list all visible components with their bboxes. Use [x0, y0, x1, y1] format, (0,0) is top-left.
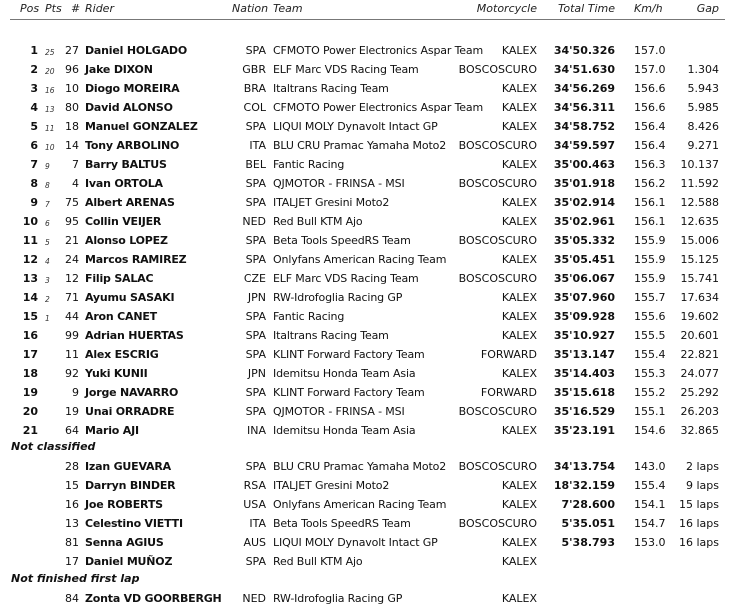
nation: SPA [245, 177, 266, 190]
nation: SPA [245, 348, 266, 361]
nation: SPA [245, 253, 266, 266]
total-time: 35'14.403 [553, 367, 615, 380]
col-header-nation: Nation [232, 2, 269, 15]
rider-number: 21 [65, 234, 79, 247]
rider-number: 4 [72, 177, 79, 190]
table-row [0, 307, 733, 326]
rider-number: 27 [65, 44, 79, 57]
total-time: 35'06.067 [553, 272, 615, 285]
points: 16 [45, 86, 55, 95]
table-row [0, 402, 733, 421]
points: 3 [45, 276, 50, 285]
points: 8 [45, 181, 50, 190]
gap: 9.271 [687, 139, 719, 152]
nation: INA [247, 424, 266, 437]
team-name: RW-Idrofoglia Racing GP [273, 291, 403, 304]
table-row [0, 60, 733, 79]
speed-kmh: 154.7 [634, 517, 666, 530]
rider-number: 96 [65, 63, 79, 76]
speed-kmh: 156.4 [634, 139, 666, 152]
speed-kmh: 154.6 [634, 424, 666, 437]
table-row [0, 231, 733, 250]
rider-name: Diogo MOREIRA [85, 82, 180, 95]
col-header-total-time: Total Time [558, 2, 615, 15]
speed-kmh: 157.0 [634, 63, 666, 76]
rider-number: 17 [65, 555, 79, 568]
position: 13 [22, 272, 38, 285]
rider-name: Manuel GONZALEZ [85, 120, 198, 133]
position: 19 [22, 386, 38, 399]
table-row [0, 457, 733, 476]
rider-name: Jorge NAVARRO [85, 386, 179, 399]
position: 7 [30, 158, 38, 171]
gap: 16 laps [678, 536, 719, 549]
rider-name: Marcos RAMIREZ [85, 253, 187, 266]
motorcycle: KALEX [501, 479, 537, 492]
team-name: CFMOTO Power Electronics Aspar Team [273, 101, 484, 114]
position: 20 [22, 405, 38, 418]
total-time: 34'51.630 [553, 63, 615, 76]
gap: 15.125 [680, 253, 719, 266]
table-row [0, 174, 733, 193]
section-not-classified: Not classified [11, 440, 96, 453]
points: 20 [45, 67, 55, 76]
rider-number: 18 [65, 120, 79, 133]
rider-number: 7 [72, 158, 79, 171]
rider-number: 80 [65, 101, 79, 114]
team-name: Fantic Racing [273, 158, 345, 171]
total-time: 7'28.600 [561, 498, 615, 511]
rider-name: Daniel MUÑOZ [85, 555, 173, 568]
rider-name: Adrian HUERTAS [85, 329, 184, 342]
rider-name: Celestino VIETTI [85, 517, 183, 530]
col-header-motorcycle: Motorcycle [476, 2, 537, 15]
table-row [0, 552, 733, 571]
rider-number: 15 [65, 479, 79, 492]
rider-number: 19 [65, 405, 79, 418]
rider-number: 92 [65, 367, 79, 380]
team-name: LIQUI MOLY Dynavolt Intact GP [273, 536, 438, 549]
speed-kmh: 155.9 [634, 234, 666, 247]
position: 10 [22, 215, 38, 228]
speed-kmh: 143.0 [634, 460, 666, 473]
motorcycle: KALEX [501, 592, 537, 605]
rider-number: 81 [65, 536, 79, 549]
rider-name: Joe ROBERTS [85, 498, 163, 511]
motorcycle: KALEX [501, 44, 537, 57]
rider-number: 99 [65, 329, 79, 342]
speed-kmh: 157.0 [634, 44, 666, 57]
team-name: BLU CRU Pramac Yamaha Moto2 [273, 460, 447, 473]
header-divider [10, 19, 725, 20]
gap: 9 laps [685, 479, 719, 492]
team-name: Idemitsu Honda Team Asia [273, 367, 416, 380]
gap: 20.601 [680, 329, 719, 342]
nation: SPA [245, 44, 266, 57]
nation: CZE [243, 272, 266, 285]
gap: 12.588 [680, 196, 719, 209]
motorcycle: BOSCOSCURO [458, 460, 537, 473]
rider-name: Albert ARENAS [85, 196, 175, 209]
table-row [0, 514, 733, 533]
table-row [0, 288, 733, 307]
rider-name: Alex ESCRIG [85, 348, 159, 361]
section-not-finished-first-lap: Not finished first lap [11, 572, 140, 585]
rider-name: Yuki KUNII [85, 367, 148, 380]
rider-number: 44 [65, 310, 79, 323]
points: 2 [45, 295, 50, 304]
nation: SPA [245, 310, 266, 323]
nation: NED [242, 592, 266, 605]
table-row [0, 136, 733, 155]
nation: SPA [245, 405, 266, 418]
nation: SPA [245, 460, 266, 473]
nation: AUS [243, 536, 266, 549]
rider-name: David ALONSO [85, 101, 173, 114]
gap: 11.592 [680, 177, 719, 190]
motorcycle: KALEX [501, 215, 537, 228]
rider-name: Zonta VD GOORBERGH [85, 592, 222, 605]
col-header-kmh: Km/h [634, 2, 663, 15]
col-header-gap: Gap [696, 2, 719, 15]
nation: COL [243, 101, 266, 114]
motorcycle: KALEX [501, 101, 537, 114]
motorcycle: BOSCOSCURO [458, 405, 537, 418]
rider-name: Ivan ORTOLA [85, 177, 163, 190]
col-header-pos: Pos [20, 2, 40, 15]
rider-number: 14 [65, 139, 79, 152]
team-name: Onlyfans American Racing Team [273, 253, 447, 266]
gap: 10.137 [680, 158, 719, 171]
speed-kmh: 155.9 [634, 272, 666, 285]
motorcycle: KALEX [501, 253, 537, 266]
table-row [0, 364, 733, 383]
rider-name: Tony ARBOLINO [85, 139, 180, 152]
nation: BRA [243, 82, 266, 95]
speed-kmh: 154.1 [634, 498, 666, 511]
position: 11 [22, 234, 38, 247]
table-row [0, 476, 733, 495]
motorcycle: FORWARD [480, 348, 537, 361]
team-name: QJMOTOR - FRINSA - MSI [273, 405, 405, 418]
table-header [0, 2, 733, 18]
rider-name: Ayumu SASAKI [85, 291, 175, 304]
nation: BEL [245, 158, 266, 171]
table-row [0, 250, 733, 269]
gap: 32.865 [680, 424, 719, 437]
table-row [0, 421, 733, 440]
position: 4 [30, 101, 38, 114]
gap: 5.943 [687, 82, 719, 95]
team-name: ELF Marc VDS Racing Team [273, 63, 419, 76]
gap: 12.635 [680, 215, 719, 228]
table-row [0, 79, 733, 98]
col-header-pts: Pts [45, 2, 62, 15]
col-header-team: Team [273, 2, 303, 15]
points: 13 [45, 105, 55, 114]
table-row [0, 117, 733, 136]
gap: 26.203 [680, 405, 719, 418]
position: 9 [30, 196, 38, 209]
gap: 24.077 [680, 367, 719, 380]
speed-kmh: 153.0 [634, 536, 666, 549]
total-time: 34'58.752 [553, 120, 615, 133]
total-time: 18'32.159 [553, 479, 615, 492]
points: 11 [45, 124, 55, 133]
motorcycle: KALEX [501, 120, 537, 133]
total-time: 5'38.793 [561, 536, 615, 549]
points: 1 [45, 314, 50, 323]
gap: 5.985 [687, 101, 719, 114]
gap: 1.304 [687, 63, 719, 76]
team-name: KLINT Forward Factory Team [273, 386, 425, 399]
rider-number: 71 [65, 291, 79, 304]
total-time: 34'59.597 [553, 139, 615, 152]
table-row [0, 383, 733, 402]
table-row [0, 326, 733, 345]
table-row [0, 533, 733, 552]
total-time: 34'50.326 [553, 44, 615, 57]
position: 6 [30, 139, 38, 152]
team-name: Italtrans Racing Team [273, 82, 389, 95]
motorcycle: BOSCOSCURO [458, 517, 537, 530]
total-time: 5'35.051 [561, 517, 615, 530]
team-name: BLU CRU Pramac Yamaha Moto2 [273, 139, 447, 152]
total-time: 35'02.961 [553, 215, 615, 228]
gap: 17.634 [680, 291, 719, 304]
motorcycle: FORWARD [480, 386, 537, 399]
position: 17 [22, 348, 38, 361]
gap: 25.292 [680, 386, 719, 399]
points: 25 [45, 48, 55, 57]
team-name: ELF Marc VDS Racing Team [273, 272, 419, 285]
team-name: ITALJET Gresini Moto2 [273, 479, 390, 492]
rider-number: 84 [65, 592, 79, 605]
team-name: Idemitsu Honda Team Asia [273, 424, 416, 437]
speed-kmh: 155.2 [634, 386, 666, 399]
team-name: LIQUI MOLY Dynavolt Intact GP [273, 120, 438, 133]
rider-name: Senna AGIUS [85, 536, 164, 549]
total-time: 35'13.147 [553, 348, 615, 361]
position: 16 [22, 329, 38, 342]
team-name: Italtrans Racing Team [273, 329, 389, 342]
nation: RSA [243, 479, 266, 492]
rider-number: 16 [65, 498, 79, 511]
points: 4 [45, 257, 50, 266]
speed-kmh: 155.7 [634, 291, 666, 304]
table-row [0, 269, 733, 288]
position: 12 [22, 253, 38, 266]
team-name: Onlyfans American Racing Team [273, 498, 447, 511]
rider-name: Filip SALAC [85, 272, 154, 285]
total-time: 35'02.914 [553, 196, 615, 209]
gap: 15 laps [678, 498, 719, 511]
table-row [0, 589, 733, 608]
team-name: Red Bull KTM Ajo [273, 555, 363, 568]
rider-name: Barry BALTUS [85, 158, 167, 171]
position: 1 [30, 44, 38, 57]
motorcycle: BOSCOSCURO [458, 63, 537, 76]
motorcycle: KALEX [501, 310, 537, 323]
team-name: Fantic Racing [273, 310, 345, 323]
rider-number: 9 [72, 386, 79, 399]
nation: GBR [242, 63, 266, 76]
nation: SPA [245, 329, 266, 342]
speed-kmh: 156.2 [634, 177, 666, 190]
team-name: Beta Tools SpeedRS Team [273, 234, 411, 247]
rider-number: 10 [65, 82, 79, 95]
team-name: QJMOTOR - FRINSA - MSI [273, 177, 405, 190]
rider-name: Izan GUEVARA [85, 460, 171, 473]
nation: USA [243, 498, 266, 511]
team-name: CFMOTO Power Electronics Aspar Team [273, 44, 484, 57]
motorcycle: KALEX [501, 536, 537, 549]
rider-number: 28 [65, 460, 79, 473]
rider-number: 64 [65, 424, 79, 437]
motorcycle: KALEX [501, 367, 537, 380]
rider-name: Darryn BINDER [85, 479, 176, 492]
speed-kmh: 155.6 [634, 310, 666, 323]
speed-kmh: 156.6 [634, 82, 666, 95]
table-row [0, 212, 733, 231]
total-time: 35'09.928 [553, 310, 615, 323]
team-name: ITALJET Gresini Moto2 [273, 196, 390, 209]
table-row [0, 495, 733, 514]
position: 8 [30, 177, 38, 190]
speed-kmh: 155.9 [634, 253, 666, 266]
speed-kmh: 156.6 [634, 101, 666, 114]
nation: SPA [245, 555, 266, 568]
rider-name: Alonso LOPEZ [85, 234, 168, 247]
total-time: 35'16.529 [553, 405, 615, 418]
nation: SPA [245, 120, 266, 133]
points: 9 [45, 162, 50, 171]
total-time: 35'05.451 [553, 253, 615, 266]
motorcycle: KALEX [501, 424, 537, 437]
table-row [0, 345, 733, 364]
total-time: 35'23.191 [553, 424, 615, 437]
motorcycle: BOSCOSCURO [458, 234, 537, 247]
col-header-rider: Rider [85, 2, 114, 15]
rider-number: 75 [65, 196, 79, 209]
gap: 19.602 [680, 310, 719, 323]
rider-name: Daniel HOLGADO [85, 44, 188, 57]
nation: JPN [247, 291, 266, 304]
total-time: 35'07.960 [553, 291, 615, 304]
points: 10 [45, 143, 55, 152]
position: 18 [22, 367, 38, 380]
table-row [0, 41, 733, 60]
gap: 8.426 [687, 120, 719, 133]
motorcycle: BOSCOSCURO [458, 139, 537, 152]
speed-kmh: 155.1 [634, 405, 666, 418]
rider-number: 24 [65, 253, 79, 266]
rider-name: Mario AJI [85, 424, 139, 437]
total-time: 34'13.754 [553, 460, 615, 473]
total-time: 35'00.463 [553, 158, 615, 171]
total-time: 34'56.311 [553, 101, 615, 114]
rider-name: Collin VEIJER [85, 215, 162, 228]
table-row [0, 193, 733, 212]
motorcycle: KALEX [501, 291, 537, 304]
gap: 16 laps [678, 517, 719, 530]
points: 7 [45, 200, 50, 209]
rider-number: 13 [65, 517, 79, 530]
total-time: 34'56.269 [553, 82, 615, 95]
motorcycle: BOSCOSCURO [458, 272, 537, 285]
rider-number: 12 [65, 272, 79, 285]
speed-kmh: 155.5 [634, 329, 666, 342]
speed-kmh: 156.4 [634, 120, 666, 133]
rider-number: 95 [65, 215, 79, 228]
team-name: Beta Tools SpeedRS Team [273, 517, 411, 530]
nation: SPA [245, 196, 266, 209]
position: 2 [30, 63, 38, 76]
points: 5 [45, 238, 50, 247]
table-row [0, 155, 733, 174]
position: 14 [22, 291, 38, 304]
gap: 22.821 [680, 348, 719, 361]
position: 3 [30, 82, 38, 95]
motorcycle: BOSCOSCURO [458, 177, 537, 190]
total-time: 35'10.927 [553, 329, 615, 342]
speed-kmh: 155.4 [634, 479, 666, 492]
position: 21 [22, 424, 38, 437]
nation: ITA [249, 517, 266, 530]
speed-kmh: 156.1 [634, 215, 666, 228]
gap: 15.006 [680, 234, 719, 247]
gap: 15.741 [680, 272, 719, 285]
team-name: RW-Idrofoglia Racing GP [273, 592, 403, 605]
col-header-number: # [71, 2, 81, 15]
team-name: Red Bull KTM Ajo [273, 215, 363, 228]
nation: SPA [245, 234, 266, 247]
speed-kmh: 155.4 [634, 348, 666, 361]
team-name: KLINT Forward Factory Team [273, 348, 425, 361]
total-time: 35'01.918 [553, 177, 615, 190]
rider-name: Jake DIXON [85, 63, 153, 76]
rider-number: 11 [65, 348, 79, 361]
position: 5 [30, 120, 38, 133]
motorcycle: KALEX [501, 196, 537, 209]
table-row [0, 98, 733, 117]
rider-name: Unai ORRADRE [85, 405, 175, 418]
position: 15 [22, 310, 38, 323]
total-time: 35'05.332 [553, 234, 615, 247]
speed-kmh: 155.3 [634, 367, 666, 380]
motorcycle: KALEX [501, 498, 537, 511]
nation: ITA [249, 139, 266, 152]
gap: 2 laps [685, 460, 719, 473]
speed-kmh: 156.1 [634, 196, 666, 209]
speed-kmh: 156.3 [634, 158, 666, 171]
motorcycle: KALEX [501, 82, 537, 95]
motorcycle: KALEX [501, 329, 537, 342]
nation: JPN [247, 367, 266, 380]
total-time: 35'15.618 [553, 386, 615, 399]
rider-name: Aron CANET [85, 310, 157, 323]
nation: NED [242, 215, 266, 228]
points: 6 [45, 219, 50, 228]
motorcycle: KALEX [501, 158, 537, 171]
motorcycle: KALEX [501, 555, 537, 568]
nation: SPA [245, 386, 266, 399]
